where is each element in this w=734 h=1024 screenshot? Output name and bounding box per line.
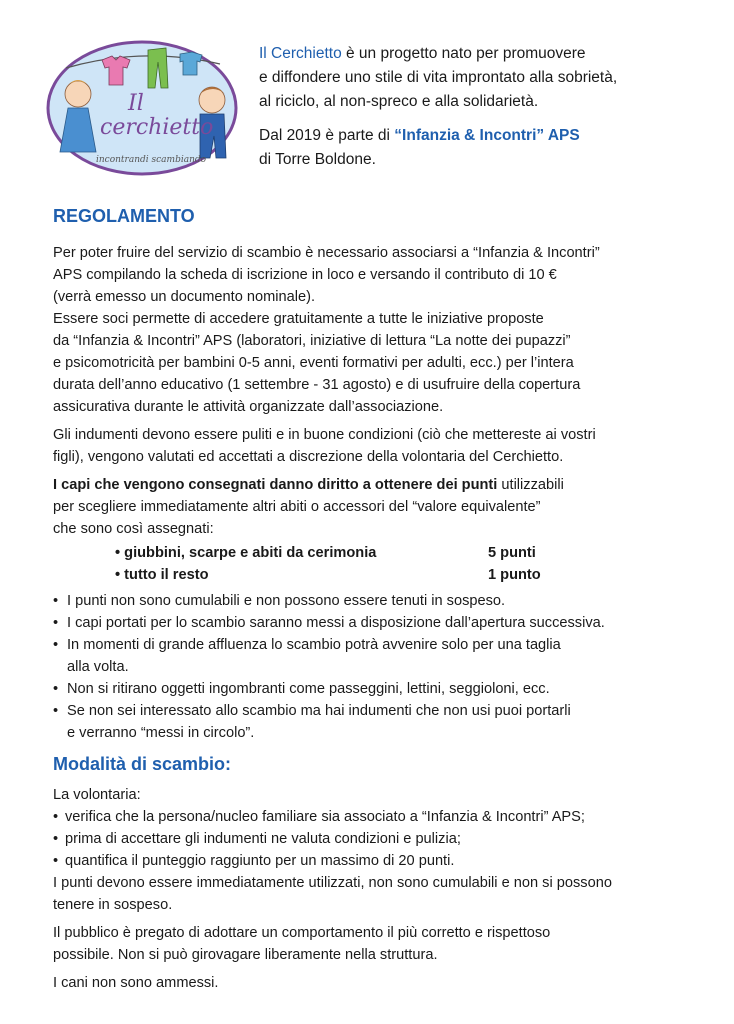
points-table — [53, 542, 703, 586]
volunteer-intro: La volontaria: — [53, 787, 141, 803]
clothing-condition-paragraph: Gli indumenti devono essere puliti e in buone condizioni (ciò che mettereste ai vostri figli), vengono valutati ed accettati a discrezione della volontaria del Cerchietto. — [53, 427, 596, 465]
regolamento-heading: REGOLAMENTO — [53, 206, 195, 226]
intro-paragraph-1: Il Cerchietto è un progetto nato per promuovere e diffondere uno stile di vita improntato alla sobrietà, al riciclo, al non-spreco e alla solidarietà. — [259, 45, 618, 110]
list-item: • quantifica il punteggio raggiunto per un massimo di 20 punti. — [53, 850, 703, 872]
behaviour-paragraph: Il pubblico è pregato di adottare un comportamento il più corretto e rispettoso possibile. Non si può girovagare liberamente nella struttura. — [53, 925, 551, 963]
organization-name: “Infanzia & Incontri” APS — [394, 127, 580, 144]
list-item: • verifica che la persona/nucleo familiare sia associato a “Infanzia & Incontri” APS; — [53, 806, 703, 828]
regulations-content — [53, 204, 703, 1000]
intro-paragraph-2: Dal 2019 è parte di “Infanzia & Incontri” APS di Torre Boldone. — [259, 127, 580, 168]
points-usage-paragraph: I punti devono essere immediatamente utilizzati, non sono cumulabili e non si possono tenere in sospeso. — [53, 875, 612, 913]
children-clothesline-illustration-icon — [44, 28, 240, 180]
svg-text:incontrandi scambiando: incontrandi scambiando — [96, 155, 207, 165]
intro — [259, 42, 719, 182]
list-item: • In momenti di grande affluenza lo scambio potrà avvenire solo per una taglia alla volta. — [53, 634, 703, 678]
modalita-heading: Modalità di scambio: — [53, 754, 232, 774]
membership-paragraph: Per poter fruire del servizio di scambio è necessario associarsi a “Infanzia & Incontri” APS compilando la scheda di iscrizione in loco e versando il contributo di 10 € (verrà emesso un documento nominale). Essere soci permette di accedere gratuitamente a tutte le iniziative proposte da “Infanzia & Incontri” APS (laboratori, iniziative di lettura “La notte dei pupazzi” e psicomotricità per bambini 0-5 anni, eventi formativi per adulti, ecc.) per l’intera durata dell’anno educativo (1 settembre - 31 agosto) e di usufruire della copertura assicurativa durante le attività organizzate dall’associazione. — [53, 245, 600, 415]
list-item: • Non si ritirano oggetti ingombranti come passeggini, lettini, seggioloni, ecc. — [53, 678, 703, 700]
points-row: • tutto il resto 1 punto — [115, 567, 541, 583]
svg-text:Il: Il — [128, 91, 144, 116]
logo — [44, 28, 240, 180]
list-item: • I punti non sono cumulabili e non possono essere tenuti in sospeso. — [53, 590, 703, 612]
volunteer-list — [53, 806, 703, 872]
rules-list — [53, 590, 703, 744]
project-name: Il Cerchietto — [259, 45, 342, 62]
points-row: • giubbini, scarpe e abiti da cerimonia 5 punti — [115, 545, 536, 561]
svg-text:cerchietto: cerchietto — [100, 115, 214, 140]
dogs-paragraph: I cani non sono ammessi. — [53, 975, 219, 991]
list-item: • Se non sei interessato allo scambio ma hai indumenti che non usi puoi portarli e verranno “messi in circolo”. — [53, 700, 703, 744]
points-paragraph: I capi che vengono consegnati danno diritto a ottenere dei punti utilizzabili per scegliere immediatamente altri abiti o accessori del “valore equivalente” che sono così assegnati: — [53, 477, 564, 537]
list-item: • I capi portati per lo scambio saranno messi a disposizione dall’apertura successiva. — [53, 612, 703, 634]
list-item: • prima di accettare gli indumenti ne valuta condizioni e pulizia; — [53, 828, 703, 850]
